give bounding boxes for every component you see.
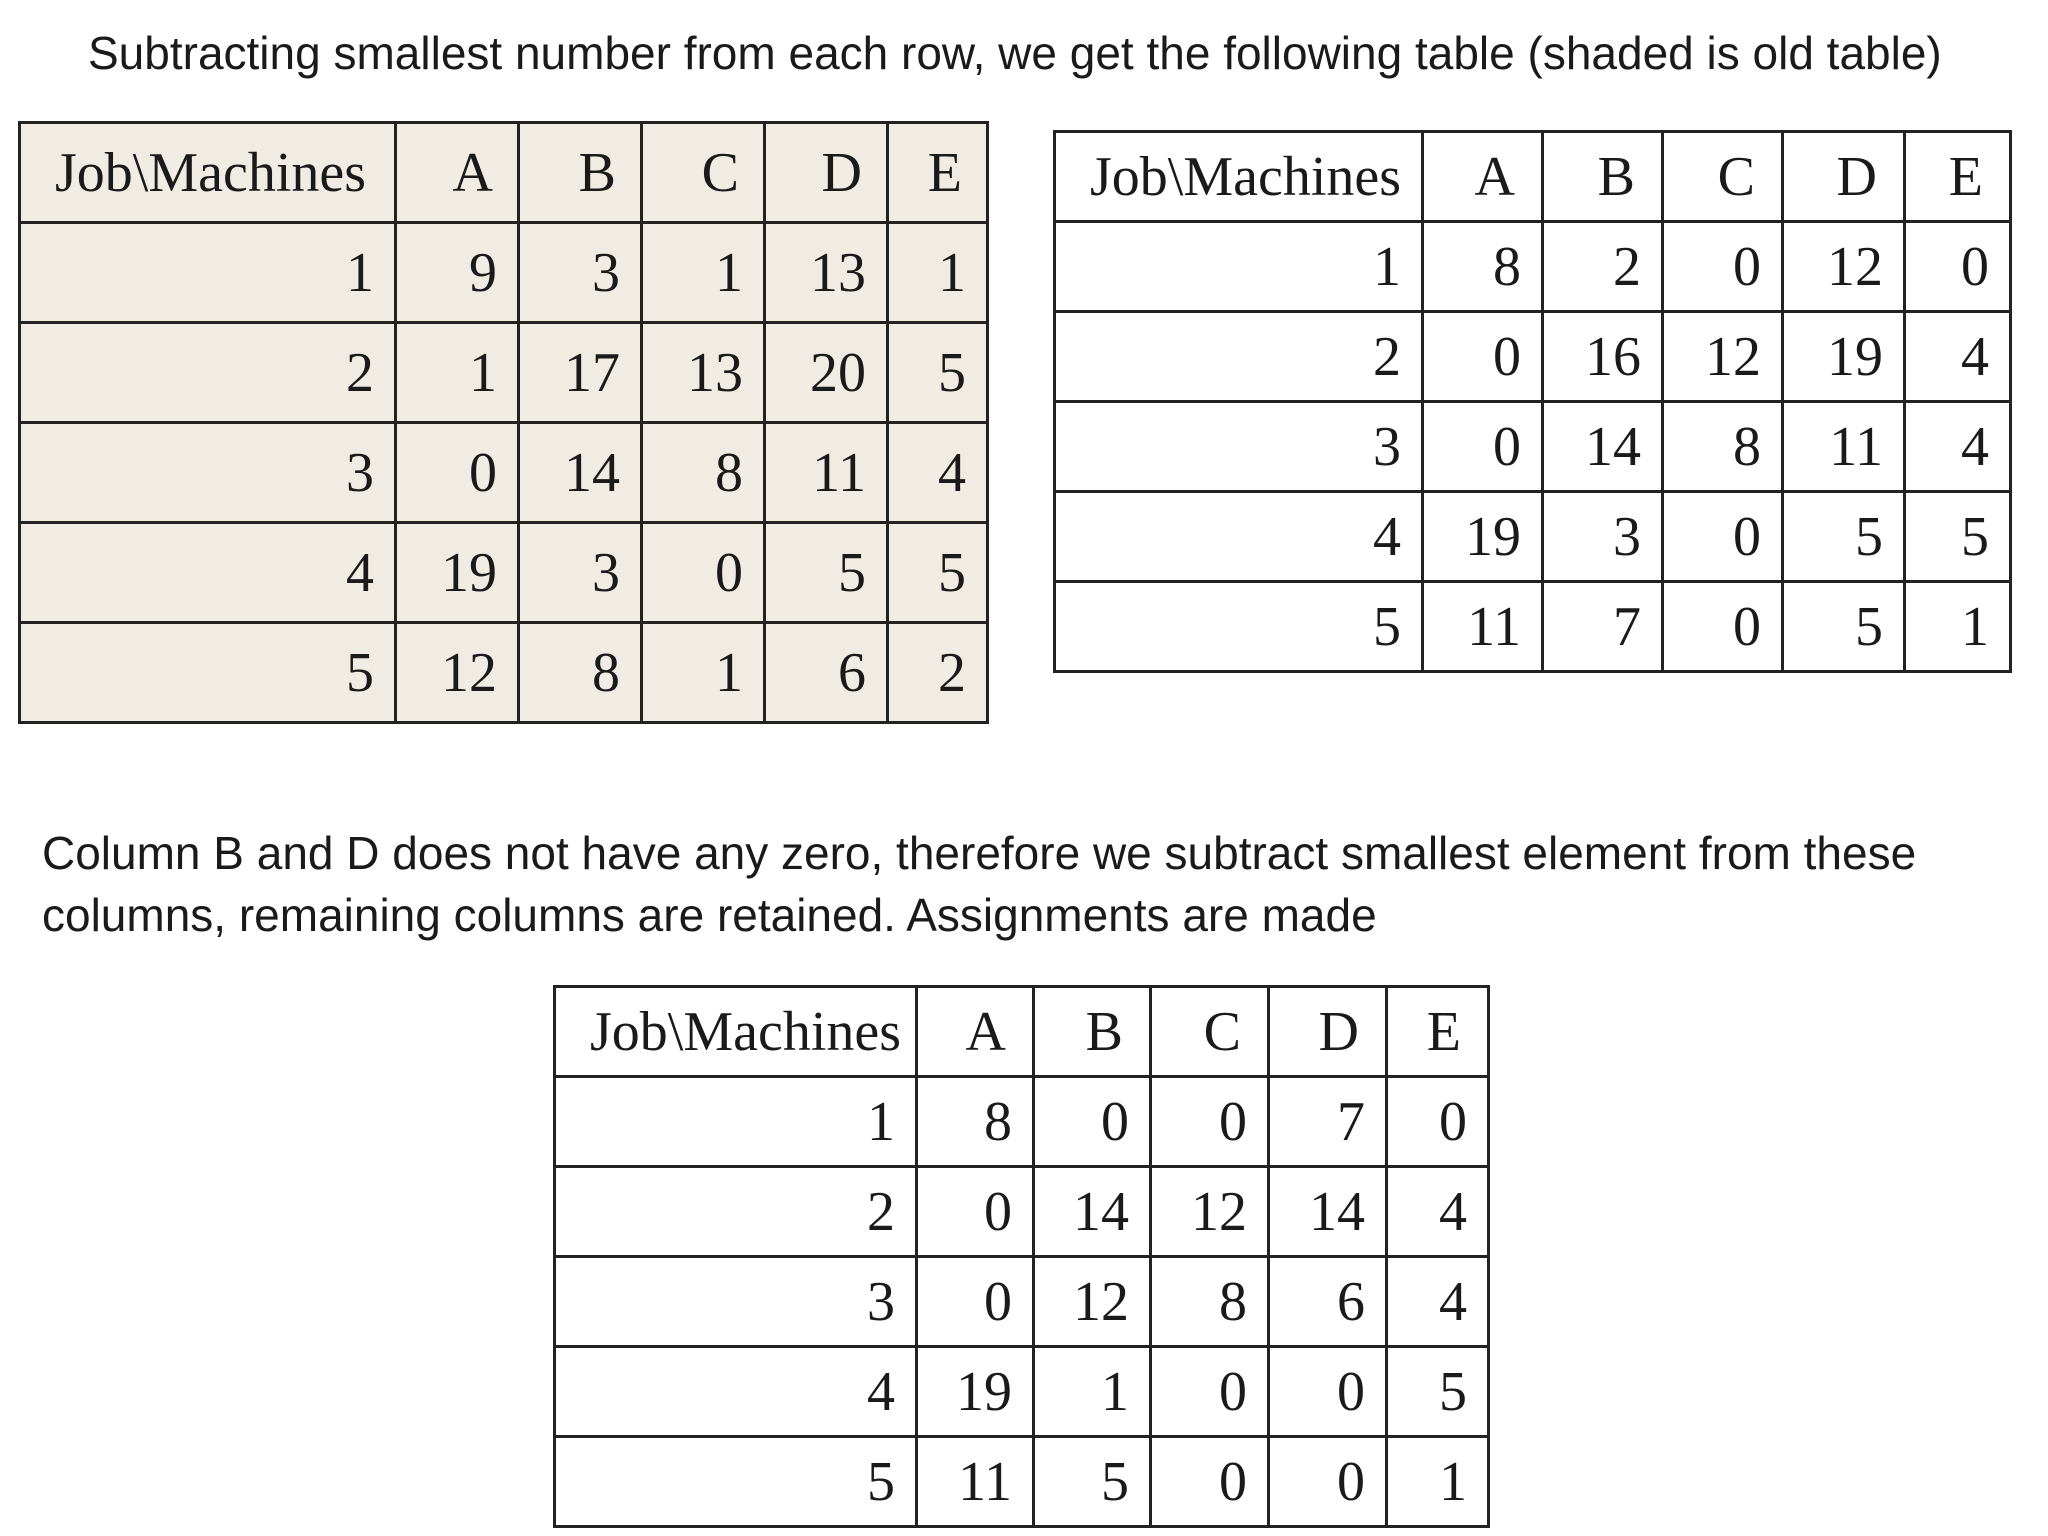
cost-cell: 19 bbox=[396, 523, 519, 623]
cost-cell: 12 bbox=[1034, 1257, 1151, 1347]
column-header-d: D bbox=[765, 123, 888, 223]
table-row bbox=[1055, 222, 2011, 312]
cost-cell: 8 bbox=[1423, 222, 1543, 312]
cost-cell: 0 bbox=[1663, 492, 1783, 582]
job-label: 1 bbox=[555, 1077, 917, 1167]
job-label: 3 bbox=[20, 423, 396, 523]
cost-cell: 3 bbox=[519, 223, 642, 323]
job-label: 3 bbox=[1055, 402, 1423, 492]
cost-cell: 1 bbox=[1905, 582, 2011, 672]
cost-cell: 8 bbox=[1151, 1257, 1269, 1347]
cost-cell: 0 bbox=[1423, 312, 1543, 402]
column-header-b: B bbox=[519, 123, 642, 223]
column-header-c: C bbox=[642, 123, 765, 223]
cost-cell: 5 bbox=[1783, 582, 1905, 672]
cost-cell: 0 bbox=[1151, 1347, 1269, 1437]
cost-cell: 14 bbox=[1269, 1167, 1387, 1257]
cost-cell: 3 bbox=[519, 523, 642, 623]
cost-cell: 5 bbox=[765, 523, 888, 623]
cost-cell: 8 bbox=[642, 423, 765, 523]
column-header-c: C bbox=[1663, 132, 1783, 222]
table-header-row bbox=[1055, 132, 2011, 222]
column-reduced-table bbox=[553, 985, 1490, 1528]
cost-cell: 8 bbox=[917, 1077, 1034, 1167]
table-row bbox=[20, 323, 988, 423]
cost-cell: 12 bbox=[1783, 222, 1905, 312]
cost-cell: 5 bbox=[888, 323, 988, 423]
cost-cell: 4 bbox=[1905, 312, 2011, 402]
table-row bbox=[1055, 582, 2011, 672]
cost-cell: 4 bbox=[888, 423, 988, 523]
job-label: 2 bbox=[1055, 312, 1423, 402]
cost-cell: 12 bbox=[1151, 1167, 1269, 1257]
table-row bbox=[555, 1257, 1489, 1347]
column-header-c: C bbox=[1151, 987, 1269, 1077]
job-label: 2 bbox=[20, 323, 396, 423]
job-label: 5 bbox=[1055, 582, 1423, 672]
cost-cell: 14 bbox=[519, 423, 642, 523]
cost-cell: 6 bbox=[1269, 1257, 1387, 1347]
cost-cell: 19 bbox=[1423, 492, 1543, 582]
column-header-e: E bbox=[1387, 987, 1489, 1077]
job-label: 1 bbox=[1055, 222, 1423, 312]
cost-cell: 3 bbox=[1543, 492, 1663, 582]
row-reduced-table bbox=[1053, 130, 2012, 673]
cost-cell: 14 bbox=[1543, 402, 1663, 492]
table-row bbox=[20, 223, 988, 323]
cost-cell: 7 bbox=[1269, 1077, 1387, 1167]
cost-cell: 2 bbox=[1543, 222, 1663, 312]
cost-cell: 8 bbox=[519, 623, 642, 723]
cost-cell: 0 bbox=[1387, 1077, 1489, 1167]
cost-cell: 0 bbox=[917, 1257, 1034, 1347]
cost-cell: 16 bbox=[1543, 312, 1663, 402]
corner-header: Job\Machines bbox=[1055, 132, 1423, 222]
cost-cell: 19 bbox=[917, 1347, 1034, 1437]
cost-cell: 14 bbox=[1034, 1167, 1151, 1257]
cost-cell: 1 bbox=[642, 623, 765, 723]
cost-cell: 13 bbox=[765, 223, 888, 323]
cost-cell: 11 bbox=[917, 1437, 1034, 1527]
slide-heading: Subtracting smallest number from each row, we get the following table (shaded is old table) bbox=[88, 27, 1942, 79]
cost-cell: 0 bbox=[917, 1167, 1034, 1257]
column-header-d: D bbox=[1269, 987, 1387, 1077]
cost-cell: 2 bbox=[888, 623, 988, 723]
cost-cell: 19 bbox=[1783, 312, 1905, 402]
cost-cell: 1 bbox=[1387, 1437, 1489, 1527]
cost-cell: 1 bbox=[396, 323, 519, 423]
table-row bbox=[555, 1347, 1489, 1437]
column-header-a: A bbox=[1423, 132, 1543, 222]
cost-cell: 4 bbox=[1387, 1167, 1489, 1257]
cost-cell: 0 bbox=[1151, 1437, 1269, 1527]
column-header-a: A bbox=[396, 123, 519, 223]
cost-cell: 9 bbox=[396, 223, 519, 323]
explanation-text bbox=[42, 822, 2022, 946]
explanation-line-1: Column B and D does not have any zero, therefore we subtract smallest element from these bbox=[42, 827, 1917, 879]
cost-cell: 0 bbox=[396, 423, 519, 523]
table-row bbox=[20, 423, 988, 523]
job-label: 5 bbox=[555, 1437, 917, 1527]
job-label: 4 bbox=[1055, 492, 1423, 582]
cost-cell: 0 bbox=[1269, 1437, 1387, 1527]
cost-cell: 0 bbox=[1034, 1077, 1151, 1167]
cost-cell: 7 bbox=[1543, 582, 1663, 672]
job-label: 1 bbox=[20, 223, 396, 323]
cost-cell: 5 bbox=[1387, 1347, 1489, 1437]
job-label: 4 bbox=[20, 523, 396, 623]
cost-cell: 5 bbox=[888, 523, 988, 623]
cost-cell: 5 bbox=[1905, 492, 2011, 582]
table-row bbox=[555, 1077, 1489, 1167]
table-header-row bbox=[555, 987, 1489, 1077]
table-row bbox=[1055, 492, 2011, 582]
cost-cell: 0 bbox=[1151, 1077, 1269, 1167]
cost-cell: 0 bbox=[1905, 222, 2011, 312]
cost-cell: 11 bbox=[1423, 582, 1543, 672]
table-row bbox=[20, 523, 988, 623]
cost-cell: 11 bbox=[765, 423, 888, 523]
cost-cell: 0 bbox=[1663, 582, 1783, 672]
table-row bbox=[555, 1167, 1489, 1257]
cost-cell: 13 bbox=[642, 323, 765, 423]
column-header-b: B bbox=[1034, 987, 1151, 1077]
cost-cell: 0 bbox=[642, 523, 765, 623]
column-header-e: E bbox=[1905, 132, 2011, 222]
job-label: 2 bbox=[555, 1167, 917, 1257]
column-header-a: A bbox=[917, 987, 1034, 1077]
cost-cell: 12 bbox=[396, 623, 519, 723]
cost-cell: 1 bbox=[888, 223, 988, 323]
table-row bbox=[20, 623, 988, 723]
cost-cell: 20 bbox=[765, 323, 888, 423]
cost-cell: 5 bbox=[1034, 1437, 1151, 1527]
corner-header: Job\Machines bbox=[20, 123, 396, 223]
old-cost-table bbox=[18, 121, 989, 724]
column-header-e: E bbox=[888, 123, 988, 223]
table-header-row bbox=[20, 123, 988, 223]
cost-cell: 8 bbox=[1663, 402, 1783, 492]
cost-cell: 17 bbox=[519, 323, 642, 423]
cost-cell: 1 bbox=[642, 223, 765, 323]
cost-cell: 4 bbox=[1905, 402, 2011, 492]
cost-cell: 4 bbox=[1387, 1257, 1489, 1347]
job-label: 3 bbox=[555, 1257, 917, 1347]
cost-cell: 0 bbox=[1269, 1347, 1387, 1437]
table-row bbox=[555, 1437, 1489, 1527]
table-row bbox=[1055, 312, 2011, 402]
cost-cell: 5 bbox=[1783, 492, 1905, 582]
cost-cell: 1 bbox=[1034, 1347, 1151, 1437]
cost-cell: 12 bbox=[1663, 312, 1783, 402]
table-row bbox=[1055, 402, 2011, 492]
job-label: 4 bbox=[555, 1347, 917, 1437]
cost-cell: 6 bbox=[765, 623, 888, 723]
column-header-d: D bbox=[1783, 132, 1905, 222]
cost-cell: 0 bbox=[1423, 402, 1543, 492]
column-header-b: B bbox=[1543, 132, 1663, 222]
corner-header: Job\Machines bbox=[555, 987, 917, 1077]
cost-cell: 11 bbox=[1783, 402, 1905, 492]
cost-cell: 0 bbox=[1663, 222, 1783, 312]
job-label: 5 bbox=[20, 623, 396, 723]
explanation-line-2: columns, remaining columns are retained. Assignments are made bbox=[42, 889, 1377, 941]
